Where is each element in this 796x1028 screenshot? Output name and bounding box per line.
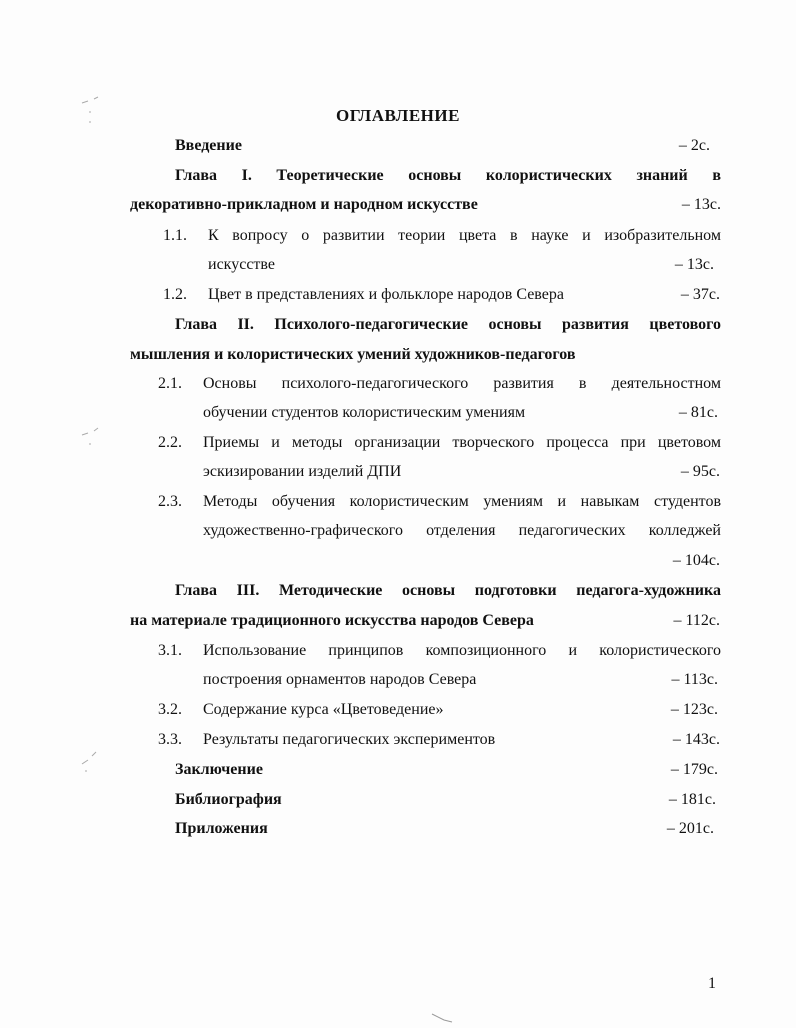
toc-2-1-line1: Основы психолого-педагогического развития в деятельностном (203, 375, 721, 392)
toc-ch1-line1: Глава I. Теоретические основы колористических знаний в (175, 167, 721, 184)
toc-1-2-text: Цвет в представлениях и фольклоре народов Севера (208, 286, 564, 303)
toc-ch3-line2: на материале традиционного искусства народов Севера (130, 612, 534, 629)
toc-intro-page: – 2с. (678, 137, 710, 154)
toc-3-2-page: – 123с. (670, 701, 718, 718)
toc-3-1-page: – 113с. (671, 671, 718, 688)
toc-1-1-line2: искусстве (208, 256, 275, 273)
scan-speck-1 (80, 95, 110, 135)
scan-speck-4 (430, 1010, 460, 1025)
toc-conclusion-page: – 179с. (670, 761, 718, 778)
toc-intro-label: Введение (175, 137, 242, 154)
toc-1-1-page: – 13с. (674, 256, 714, 273)
toc-2-3-num: 2.3. (158, 493, 182, 510)
toc-1-2-page: – 37с. (680, 286, 720, 303)
toc-ch1-page: – 13с. (681, 196, 721, 213)
toc-3-2-num: 3.2. (158, 701, 182, 718)
toc-2-3-line1: Методы обучения колористическим умениям и навыкам студентов (203, 493, 721, 510)
toc-2-3-page: – 104с. (672, 552, 720, 569)
toc-appendix-label: Приложения (175, 820, 268, 837)
toc-2-3-line2: художественно-графического отделения педагогических колледжей (203, 522, 721, 539)
toc-1-1-line1: К вопросу о развитии теории цвета в науке и изобразительном (208, 227, 721, 244)
toc-2-1-page: – 81с. (678, 404, 718, 421)
toc-2-1-num: 2.1. (158, 375, 182, 392)
toc-title: ОГЛАВЛЕНИЕ (336, 106, 460, 125)
toc-3-3-page: – 143с. (672, 731, 720, 748)
toc-3-1-line1: Использование принципов композиционного и колористического (203, 642, 721, 659)
toc-ch2-line2: мышления и колористических умений художников-педагогов (130, 346, 576, 363)
toc-ch1-line2: декоративно-прикладном и народном искусстве (130, 196, 478, 213)
toc-ch2-line1: Глава II. Психолого-педагогические основы развития цветового (175, 316, 721, 333)
toc-3-3-num: 3.3. (158, 731, 182, 748)
toc-bibliography-page: – 181с. (668, 791, 716, 808)
toc-appendix-page: – 201с. (666, 820, 714, 837)
toc-bibliography-label: Библиография (175, 791, 282, 808)
scan-speck-3 (80, 750, 110, 780)
toc-2-2-line2: эскизировании изделий ДПИ (203, 463, 402, 480)
toc-3-3-text: Результаты педагогических экспериментов (203, 731, 496, 748)
toc-3-2-text: Содержание курса «Цветоведение» (203, 701, 444, 718)
toc-2-2-line1: Приемы и методы организации творческого процесса при цветовом (203, 434, 721, 451)
toc-conclusion-label: Заключение (175, 761, 263, 778)
toc-ch3-page: – 112с. (673, 612, 720, 629)
toc-3-1-num: 3.1. (158, 642, 182, 659)
toc-3-1-line2: построения орнаментов народов Севера (203, 671, 477, 688)
toc-ch3-line1: Глава III. Методические основы подготовки педагога-художника (175, 582, 721, 599)
toc-1-1-num: 1.1. (163, 227, 187, 244)
scan-speck-2 (80, 425, 110, 455)
page-number: 1 (708, 975, 716, 992)
toc-2-2-page: – 95с. (680, 463, 720, 480)
toc-1-2-num: 1.2. (163, 286, 187, 303)
toc-2-1-line2: обучении студентов колористическим умениям (203, 404, 526, 421)
toc-2-2-num: 2.2. (158, 434, 182, 451)
